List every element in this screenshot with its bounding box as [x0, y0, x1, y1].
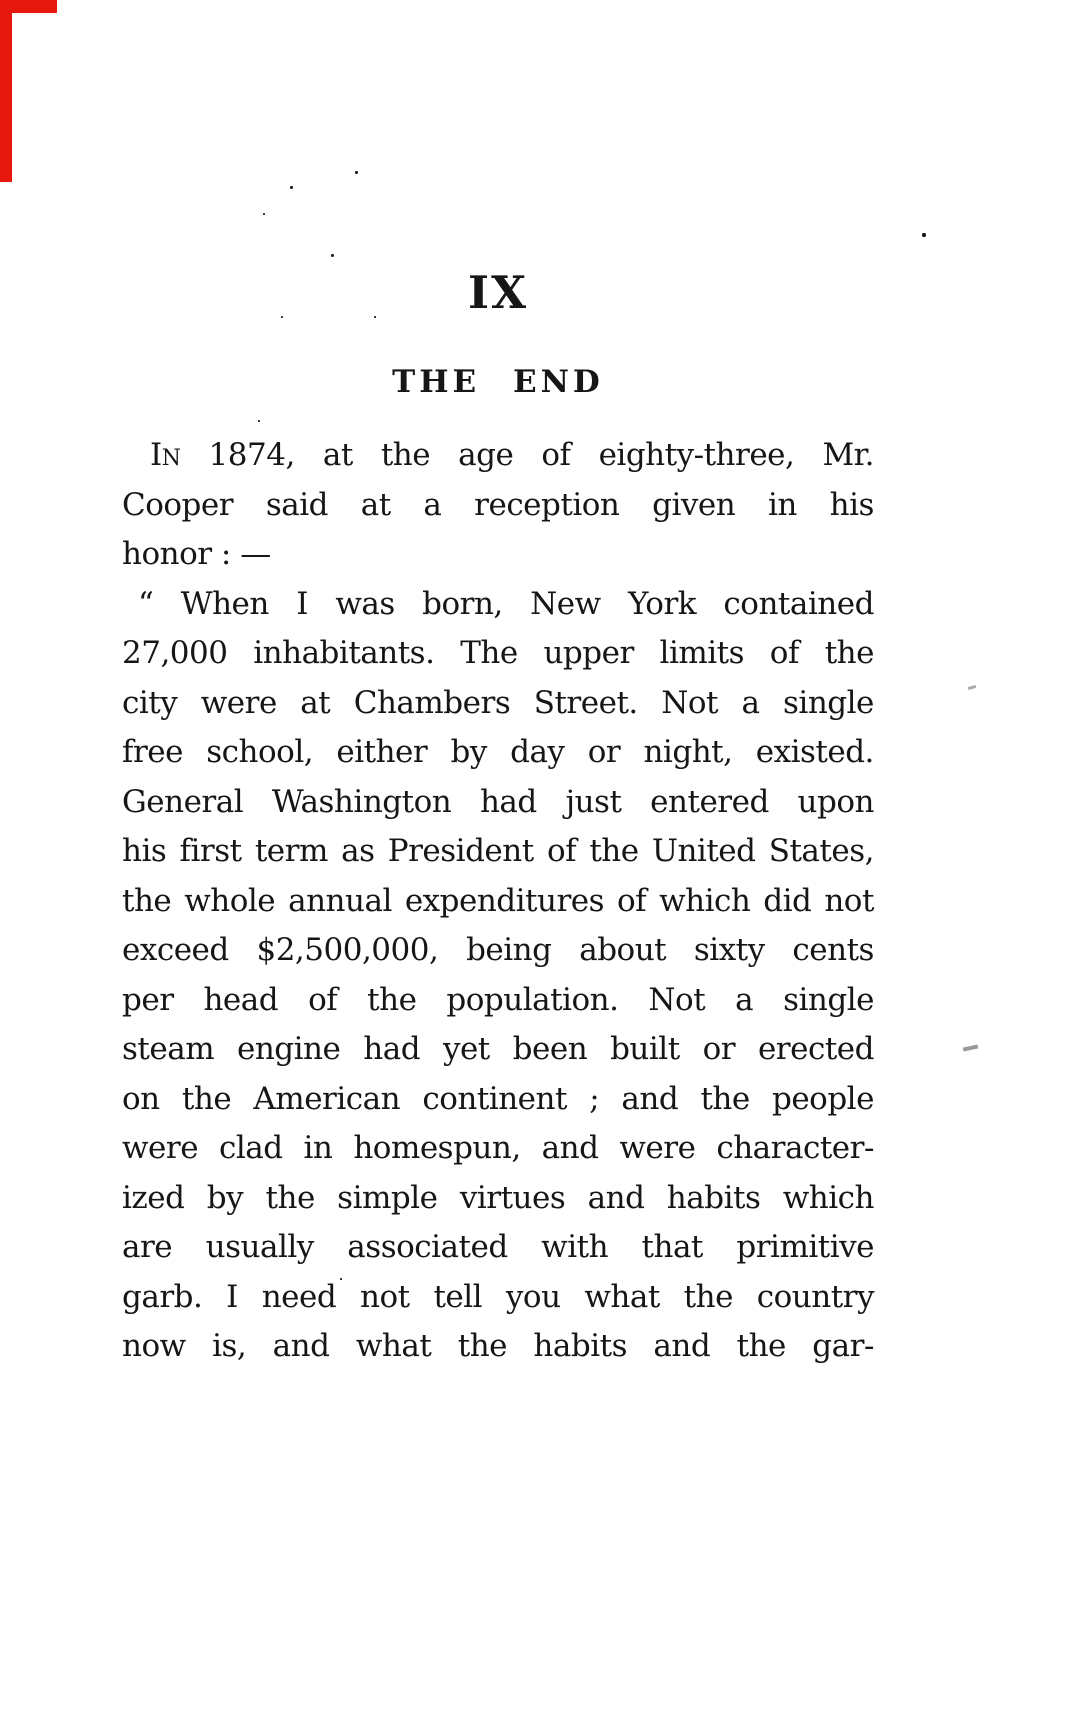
section-title: THE END [392, 364, 604, 400]
scan-edge-red-artifact [0, 0, 57, 13]
chapter-heading: IX [468, 266, 528, 319]
text-line: 27,000 inhabitants. The upper limits of the [122, 635, 874, 671]
scan-speck [922, 233, 926, 237]
text-line: In 1874, at the age of eighty-three, Mr. [150, 437, 874, 473]
text-line: now is, and what the habits and the gar- [122, 1328, 874, 1364]
text-line: honor : — [122, 536, 271, 572]
text-line: exceed $2,500,000, being about sixty cents [122, 932, 874, 968]
text-line: the whole annual expenditures of which did not [122, 882, 874, 919]
scan-smudge [963, 1044, 979, 1051]
text-line: “ When I was born, New York contained [138, 585, 874, 622]
text-line: steam engine had yet been built or erected [122, 1031, 874, 1067]
scan-speck [263, 213, 265, 215]
scan-speck [340, 1278, 342, 1280]
scan-speck [258, 420, 260, 422]
text-line: ized by the simple virtues and habits which [122, 1179, 874, 1216]
scan-speck [290, 186, 293, 189]
text-line: were clad in homespun, and were character- [122, 1130, 874, 1166]
text-line: garb. I need not tell you what the country [122, 1278, 874, 1315]
text-line: city were at Chambers Street. Not a single [122, 684, 874, 721]
text-line: free school, either by day or night, existed. [122, 734, 874, 770]
text-line: his first term as President of the United States, [122, 833, 874, 869]
text-line: Cooper said at a reception given in his [122, 486, 874, 523]
scan-smudge [968, 685, 977, 690]
scan-edge-red-artifact [0, 0, 12, 182]
scan-speck [355, 171, 358, 174]
scan-speck [331, 254, 334, 257]
scan-speck [281, 316, 283, 318]
scan-speck [374, 316, 376, 318]
text-line: on the American continent ; and the people [122, 1080, 874, 1117]
text-line: General Washington had just entered upon [122, 783, 874, 820]
text-line: are usually associated with that primitive [122, 1229, 874, 1265]
page-body-text [122, 431, 874, 1372]
text-line: per head of the population. Not a single [122, 981, 874, 1018]
